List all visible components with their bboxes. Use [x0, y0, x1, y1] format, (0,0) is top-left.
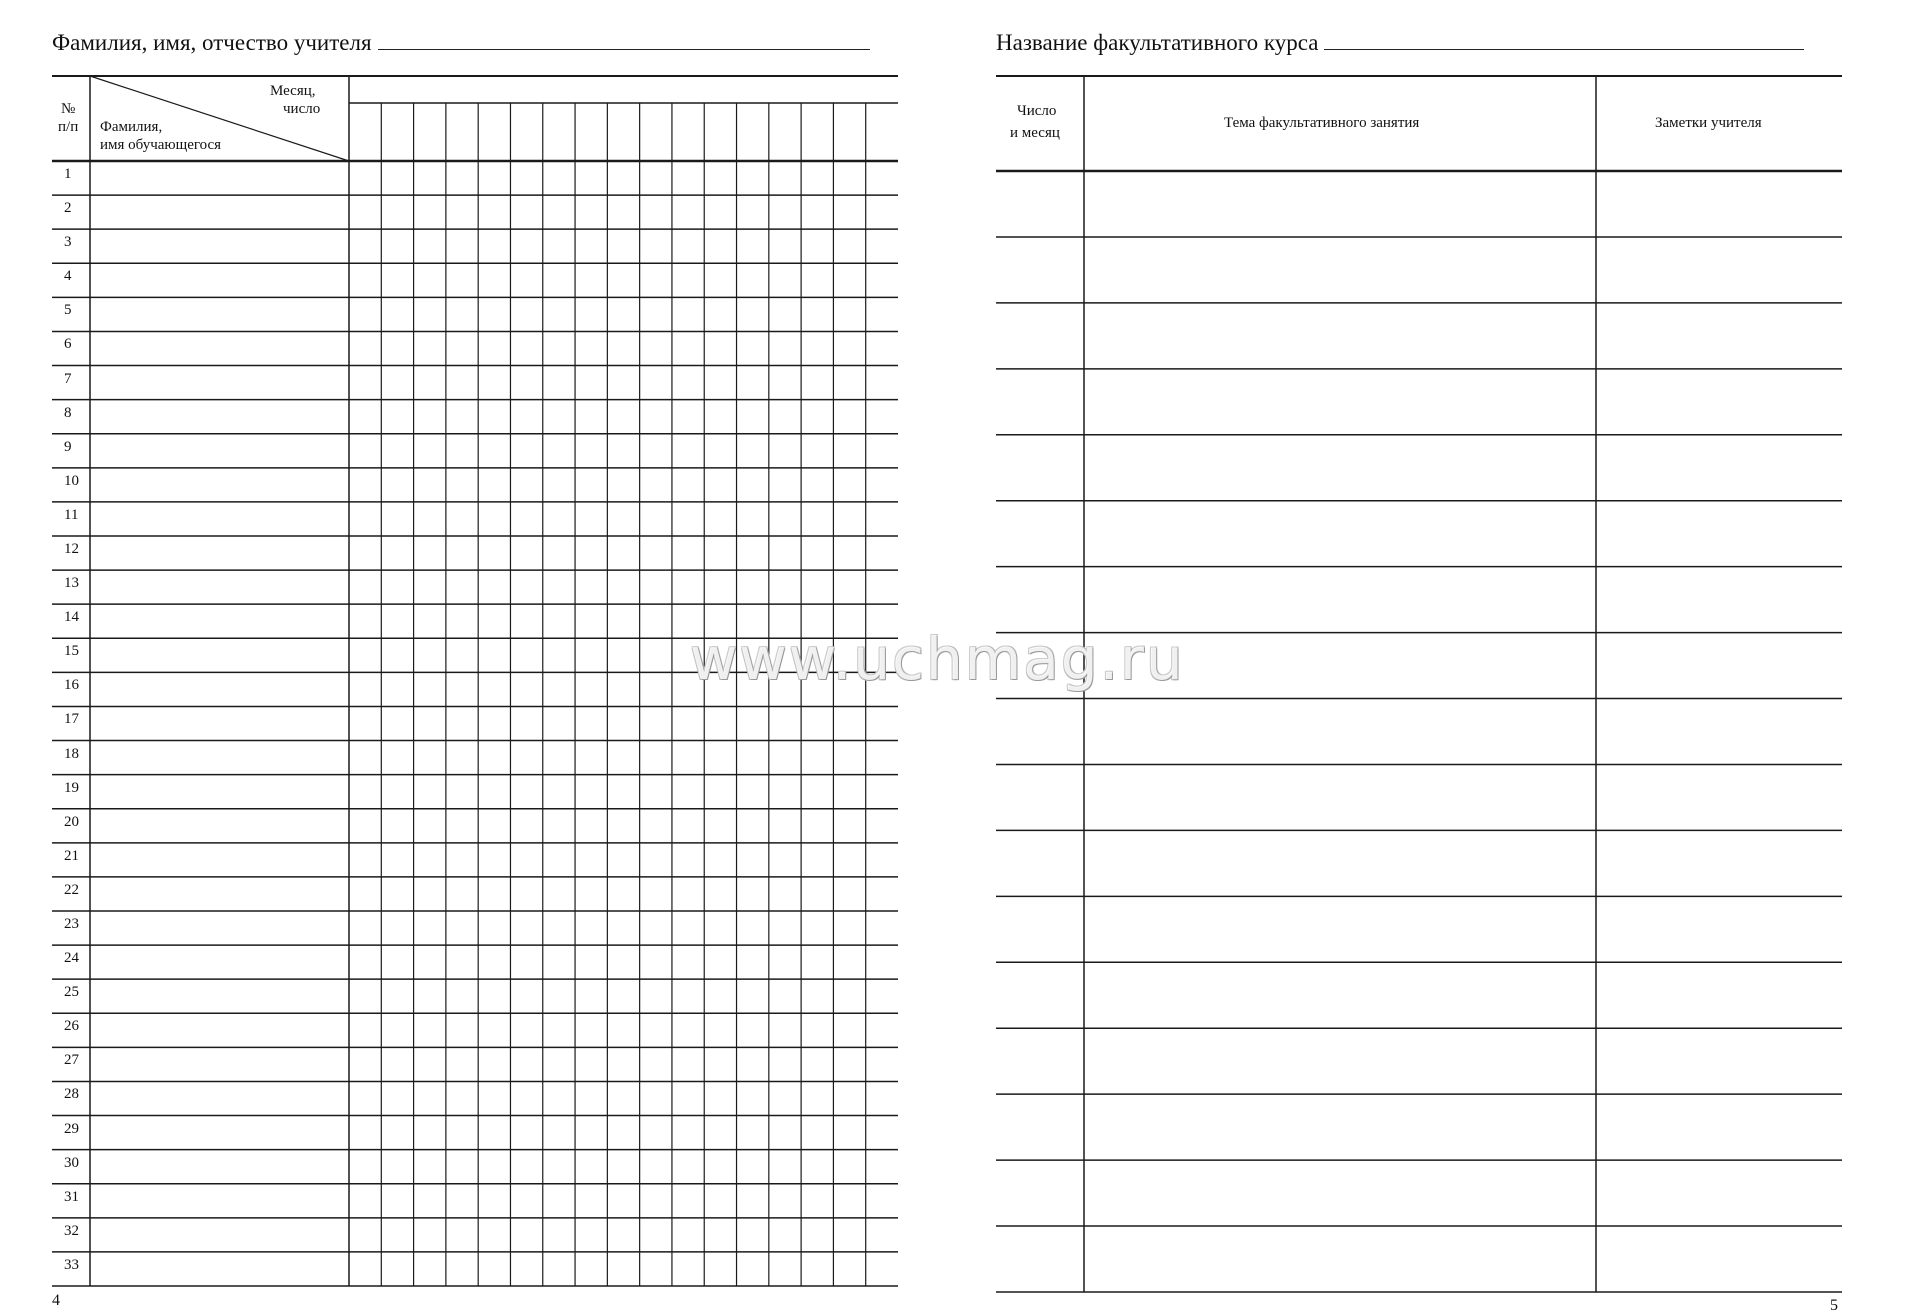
row-number: 21 — [64, 847, 79, 864]
header-date-1: Число — [1017, 103, 1057, 119]
header-num: № — [61, 101, 76, 117]
row-number: 10 — [64, 472, 79, 489]
row-number: 15 — [64, 643, 79, 660]
row-number: 13 — [64, 575, 79, 592]
row-number: 32 — [64, 1222, 79, 1239]
header-notes: Заметки учителя — [1655, 115, 1762, 131]
header-month: Месяц, — [270, 83, 316, 99]
row-number: 28 — [64, 1086, 79, 1103]
row-number: 11 — [64, 506, 79, 523]
watermark: www.uchmag.ru — [690, 625, 1185, 693]
row-number: 2 — [64, 200, 72, 217]
header-day: число — [283, 101, 321, 117]
row-number: 4 — [64, 268, 72, 285]
row-number: 5 — [64, 302, 72, 319]
row-number: 6 — [64, 336, 72, 353]
page-number-left: 4 — [52, 1292, 60, 1309]
row-number: 22 — [64, 881, 79, 898]
page-number-right: 5 — [1830, 1297, 1838, 1314]
row-number: 9 — [64, 438, 72, 455]
row-number: 25 — [64, 984, 79, 1001]
row-number: 27 — [64, 1052, 79, 1069]
row-number: 26 — [64, 1018, 79, 1035]
course-name-label: Название факультативного курса — [996, 30, 1319, 55]
row-number: 8 — [64, 404, 72, 421]
row-number: 31 — [64, 1188, 79, 1205]
row-number: 14 — [64, 609, 79, 626]
row-number: 16 — [64, 677, 79, 694]
row-number: 1 — [64, 166, 72, 182]
teacher-name-label: Фамилия, имя, отчество учителя — [52, 30, 372, 55]
header-student-1: Фамилия, — [100, 119, 163, 135]
header-topic: Тема факультативного занятия — [1224, 115, 1420, 131]
row-number: 18 — [64, 745, 79, 762]
row-number: 33 — [64, 1256, 79, 1273]
row-number: 3 — [64, 234, 72, 251]
row-number: 30 — [64, 1154, 79, 1171]
row-number: 24 — [64, 950, 79, 967]
row-number: 12 — [64, 541, 79, 557]
header-pp: п/п — [58, 119, 79, 135]
row-number: 7 — [64, 370, 72, 387]
row-number: 17 — [64, 711, 79, 728]
row-number: 23 — [64, 916, 79, 932]
row-number: 29 — [64, 1120, 79, 1137]
header-date-2: и месяц — [1010, 125, 1060, 141]
header-student-2: имя обучающегося — [100, 137, 222, 153]
row-number: 20 — [64, 813, 79, 830]
row-number: 19 — [64, 779, 79, 796]
